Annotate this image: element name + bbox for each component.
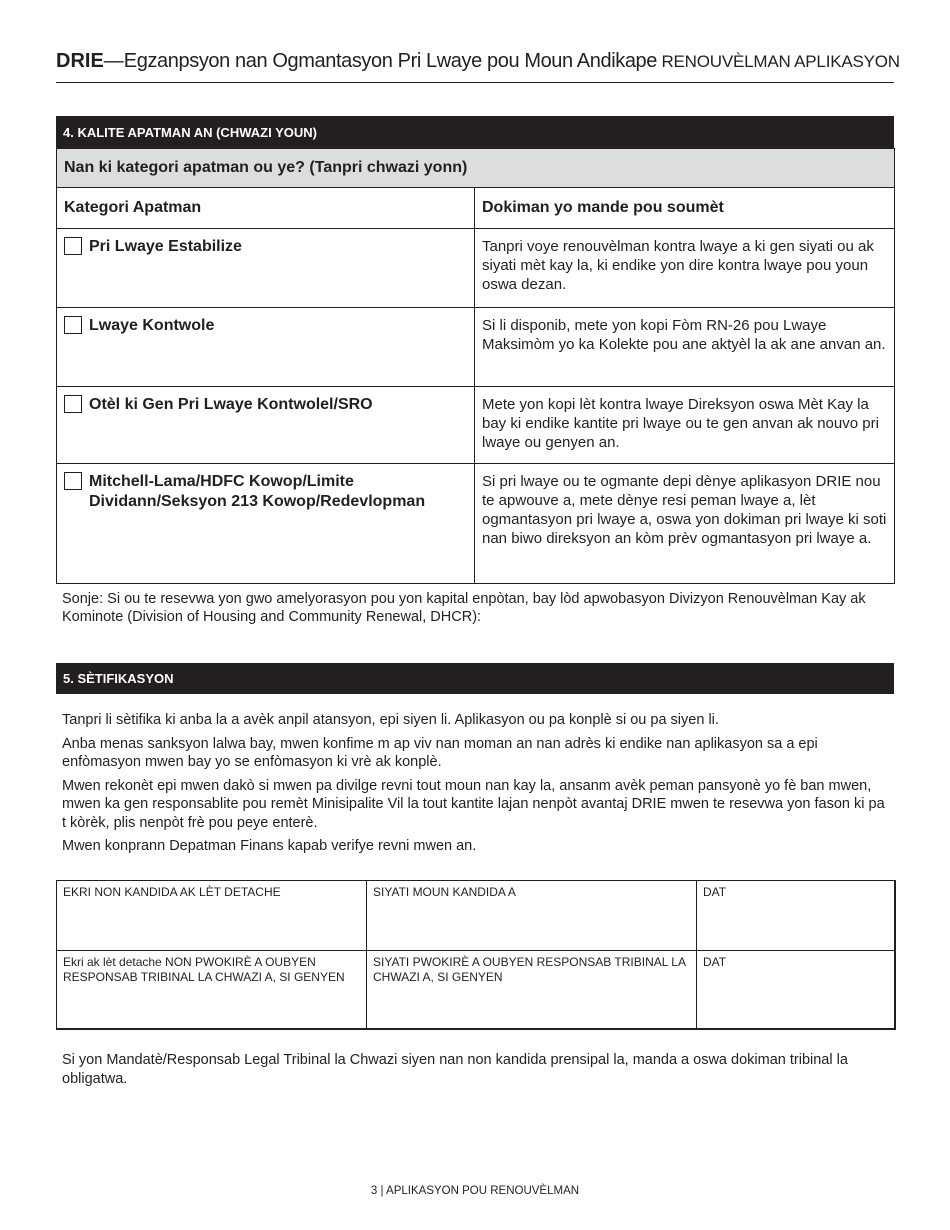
field-label: DAT: [703, 885, 727, 899]
certification-paragraph: Tanpri li sètifika ki anba la a avèk anpil atansyon, epi siyen li. Aplikasyon ou pa konplè si ou pa siyen li.: [62, 712, 719, 728]
required-documents: Si li disponib, mete yon kopi Fòm RN-26 pou Lwaye Maksimòm yo ka Kolekte pou ane aktyèl la ak ane anvan an.: [475, 308, 895, 387]
form-type: RENOUVÈLMAN APLIKASYON: [661, 52, 900, 71]
representative-signature-field[interactable]: [367, 951, 697, 1029]
representative-note: Si yon Mandatè/Responsab Legal Tribinal la Chwazi siyen nan non kandida prensipal la, manda a oswa dokiman tribinal la obligatwa.: [62, 1052, 848, 1087]
page-title: Egzanpsyon nan Ogmantasyon Pri Lwaye pou Moun Andikape: [123, 50, 658, 72]
signature-table: [56, 880, 896, 1030]
certification-paragraph: Mwen konprann Depatman Finans kapab verifye revni mwen an.: [62, 838, 477, 854]
representative-name-field[interactable]: [57, 951, 367, 1029]
title-dash: —: [103, 50, 124, 72]
checkbox-rent-stabilized[interactable]: [64, 237, 82, 255]
required-documents: Tanpri voye renouvèlman kontra lwaye a ki gen siyati ou ak siyati mèt kay la, ki endike yon dire kontra lwaye pou youn oswa dezan.: [475, 229, 895, 308]
field-label: EKRI NON KANDIDA AK LÈT DETACHE: [63, 885, 281, 899]
field-label: SIYATI PWOKIRÈ A OUBYEN RESPONSAB TRIBINAL LA CHWAZI A, SI GENYEN: [373, 955, 686, 984]
table-row: [57, 387, 895, 464]
category-label: Otèl ki Gen Pri Lwaye Kontwolel/SRO: [89, 396, 373, 413]
applicant-signature-field[interactable]: [367, 881, 697, 951]
required-documents: Mete yon kopi lèt kontra lwaye Direksyon oswa Mèt Kay la bay ki endike kantite pri lwaye ou te gen anvan ak nouvo pri lwaye ou genyen an.: [475, 387, 895, 464]
apartment-category-question: Nan ki kategori apatman ou ye? (Tanpri chwazi yonn): [57, 149, 895, 188]
field-label: SIYATI MOUN KANDIDA A: [373, 885, 516, 899]
section-5-header: 5. SÈTIFIKASYON: [56, 663, 894, 694]
page-footer: 3 | APLIKASYON POU RENOUVÈLMAN: [370, 1185, 580, 1197]
certification-paragraph: Mwen rekonèt epi mwen dakò si mwen pa divilge revni tout moun nan kay la, ansanm avèk peman pansyonè yo fè ban mwen, mwen ka gen responsablite pou remèt Minisipalite Vil la tout kantite lajan nenpòt avantaj DRIE mwen te resevwa yon fason ki pa t kòrèk, plis nenpòt frè pou peye enterè.: [62, 777, 885, 831]
category-label: Pri Lwaye Estabilize: [89, 238, 242, 255]
certification-paragraph: Anba menas sanksyon lalwa bay, mwen konfime m ap viv nan moman an nan adrès ki endike nan aplikasyon sa a epi enfòmasyon mwen bay yo se enfòmasyon ki vrè ak konplè.: [62, 735, 818, 770]
field-label: Ekri ak lèt detache NON PWOKIRÈ A OUBYEN RESPONSAB TRIBINAL LA CHWAZI A, SI GENYEN: [63, 955, 345, 984]
program-name: DRIE: [56, 50, 104, 72]
column-header-category: Kategori Apatman: [57, 188, 475, 229]
certification-text: [62, 711, 892, 861]
category-label: Lwaye Kontwole: [89, 317, 215, 334]
table-row: [57, 464, 895, 584]
table-row: [57, 229, 895, 308]
required-documents: Si pri lwaye ou te ogmante depi dènye aplikasyon DRIE nou te apwouve a, mete dènye resi peman lwaye a, lèt ogmantasyon pri lwaye a, oswa yon dokiman pri lwaye ki soti nan biwo direksyon an kòm prèv ogmantasyon pri lwaye a.: [475, 464, 895, 584]
checkbox-rent-controlled[interactable]: [64, 316, 82, 334]
checkbox-rent-controlled-hotel-sro[interactable]: [64, 395, 82, 413]
apartment-type-table: [56, 148, 895, 584]
mci-note: Sonje: Si ou te resevwa yon gwo amelyorasyon pou yon kapital enpòtan, bay lòd apwobasyon Divizyon Renouvèlman Kay ak Kominote (Division of Housing and Community Renewal, DHCR):: [62, 591, 866, 625]
category-label: Mitchell-Lama/HDFC Kowop/Limite Dividann/Seksyon 213 Kowop/Redevlopman: [89, 473, 426, 510]
checkbox-mitchell-lama-hdfc[interactable]: [64, 472, 82, 490]
table-row: [57, 308, 895, 387]
column-header-documents: Dokiman yo mande pou soumèt: [475, 188, 895, 229]
section-4-header: 4. KALITE APATMAN AN (CHWAZI YOUN): [56, 116, 894, 148]
field-label: DAT: [703, 955, 727, 969]
applicant-name-field[interactable]: [57, 881, 367, 951]
representative-date-field[interactable]: [697, 951, 895, 1029]
applicant-date-field[interactable]: [697, 881, 895, 951]
page-header: [56, 50, 900, 83]
